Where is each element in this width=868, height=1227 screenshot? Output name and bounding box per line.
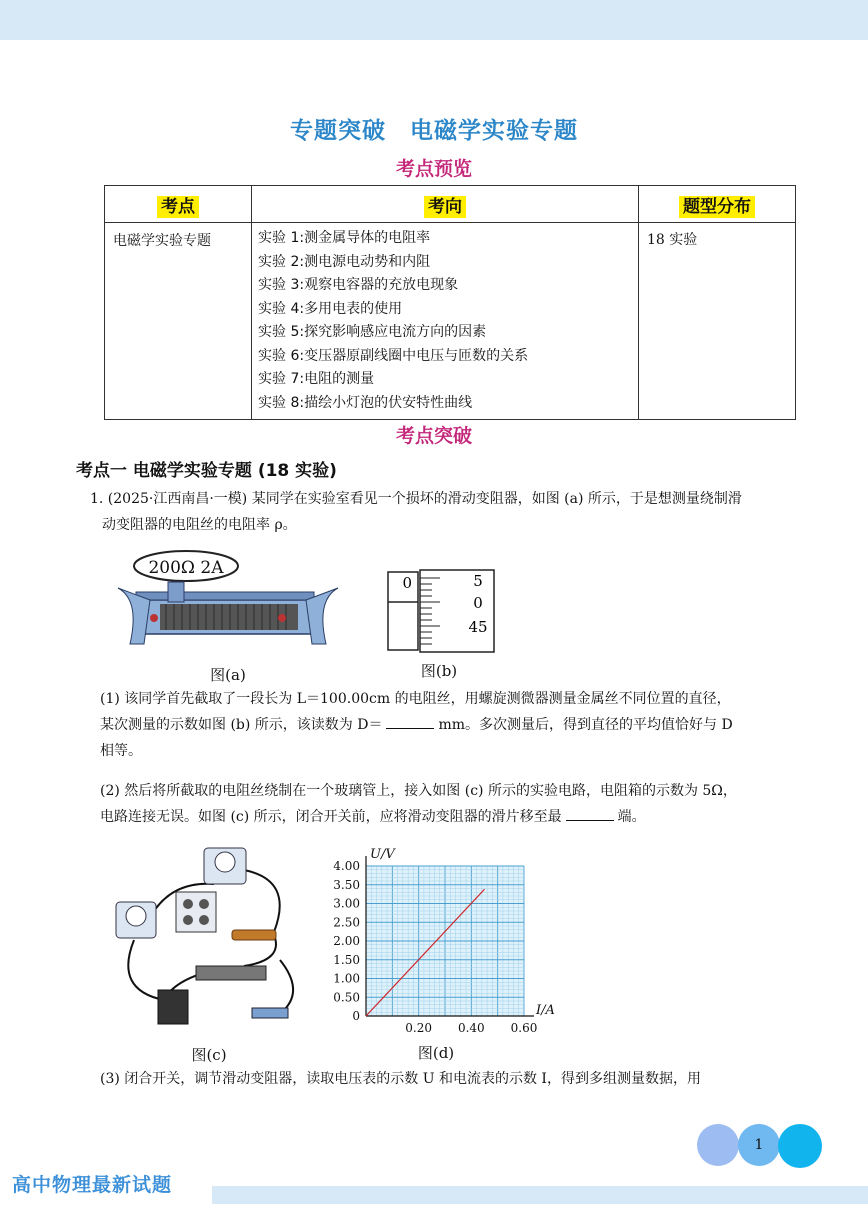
- question-line: 1. (2025·江西南昌·一模) 某同学在实验室看见一个损坏的滑动变阻器，如图 (a) 所示，于是想测量绕制滑: [90, 491, 742, 507]
- question-line: 相等。: [100, 743, 142, 759]
- experiment-item: 实验 2:测电源电动势和内阻: [258, 253, 431, 270]
- figure-b-caption: 图(b): [420, 662, 458, 680]
- question-text: mm。多次测量后，得到直径的平均值恰好与 D: [438, 717, 733, 733]
- header-cell: [252, 186, 639, 223]
- table-row: [105, 223, 796, 420]
- thimble-scale-5: 5: [473, 572, 483, 590]
- ui-chart: [326, 842, 566, 1038]
- question-part-2: [100, 778, 737, 830]
- rheostat-coil: [160, 604, 298, 630]
- chart-y-tick-label: 2.00: [333, 934, 360, 948]
- switch: [252, 1008, 288, 1018]
- header-cell: [639, 186, 796, 223]
- question-text: 某次测量的示数如图 (b) 所示，该读数为 D＝: [100, 717, 383, 733]
- chart-y-tick-label: 3.00: [333, 896, 360, 911]
- question-intro: [90, 486, 742, 538]
- top-band: [0, 0, 868, 40]
- resistance-box: [176, 892, 216, 932]
- table-header-row: [105, 186, 796, 223]
- overview-table: [104, 185, 796, 420]
- overview-heading: 考点预览: [395, 158, 472, 180]
- rheostat-label: 200Ω 2A: [148, 558, 224, 578]
- question-line: (2) 然后将所截取的电阻丝绕制在一个玻璃管上，接入如图 (c) 所示的实验电路，电阻箱的示数为 5Ω，: [100, 783, 737, 799]
- chart-y-tick-label: 0.50: [333, 990, 360, 1005]
- rheostat-terminal: [150, 614, 158, 622]
- experiment-item: 实验 1:测金属导体的电阻率: [258, 230, 431, 246]
- question-line: 动变阻器的电阻丝的电阻率 ρ。: [102, 517, 297, 533]
- header-distribution: 题型分布: [679, 196, 755, 218]
- question-line: (1) 该同学首先截取了一段长为 L＝100.00cm 的电阻丝，用螺旋测微器测量金属丝不同位置的直径，: [100, 691, 731, 707]
- experiment-item: 实验 5:探究影响感应电流方向的因素: [258, 324, 487, 340]
- answer-blank: [566, 806, 614, 821]
- question-line: (3) 闭合开关，调节滑动变阻器，读取电压表的示数 U 和电流表的示数 I，得到多组测量数据，用: [100, 1071, 701, 1087]
- thimble-scale-45: 45: [468, 618, 488, 636]
- header-topic: 考点: [157, 196, 199, 218]
- brand-logo: 高中物理最新试题: [12, 1174, 173, 1196]
- chart-x-axis-label: I/A: [536, 1003, 555, 1018]
- chart-y-tick-label: 3.50: [333, 877, 360, 892]
- topic-cell: 电磁学实验专题: [105, 223, 252, 420]
- page-number: 1: [754, 1137, 764, 1153]
- micrometer-illustration: [384, 566, 504, 656]
- question-text: 电路连接无误。如图 (c) 所示，闭合开关前，应将滑动变阻器的滑片移至最: [100, 809, 562, 825]
- experiments-cell: [252, 223, 639, 420]
- question-part-3: [100, 1066, 701, 1092]
- thimble-scale-0: 0: [473, 594, 483, 612]
- page-title: 专题突破 电磁学实验专题: [290, 118, 578, 144]
- experiment-item: 实验 7:电阻的测量: [258, 371, 375, 387]
- figure-d-caption: 图(d): [417, 1044, 455, 1062]
- rheostat-slider: [168, 582, 184, 602]
- chart-x-tick-label: 0.40: [457, 1021, 485, 1035]
- question-text: 端。: [617, 809, 646, 825]
- sliding-rheostat: [196, 966, 266, 980]
- chart-y-axis-label: U/V: [370, 847, 395, 862]
- chart-y-tick-label: 1.00: [333, 971, 360, 986]
- experiment-item: 实验 6:变压器原副线圈中电压与匝数的关系: [258, 347, 529, 364]
- micrometer-thimble: [420, 570, 494, 652]
- figure-d: [326, 842, 566, 1060]
- question-part-1: [100, 686, 733, 764]
- experiment-item: 实验 8:描绘小灯泡的伏安特性曲线: [258, 394, 473, 411]
- chart-y-tick-label: 1.50: [333, 952, 360, 967]
- rheostat-rail: [136, 592, 314, 600]
- chart-x-tick-label: 0.20: [405, 1021, 433, 1035]
- figure-a-caption: 图(a): [210, 666, 246, 684]
- distribution-cell: 18 实验: [639, 223, 796, 420]
- experiment-item: 实验 3:观察电容器的充放电现象: [258, 277, 459, 293]
- section-title: 考点一 电磁学实验专题 (18 实验): [76, 461, 337, 481]
- experiment-item: 实验 4:多用电表的使用: [258, 300, 403, 317]
- question-line: [100, 712, 733, 738]
- header-cell: [105, 186, 252, 223]
- bottom-band: [212, 1186, 868, 1204]
- figure-c: [104, 840, 314, 1064]
- resistance-wire-tube: [232, 930, 276, 940]
- figure-c-caption: 图(c): [191, 1046, 227, 1064]
- answer-blank: [386, 714, 434, 729]
- page-circle-left: [697, 1124, 739, 1166]
- figure-a: [110, 548, 346, 682]
- battery: [158, 990, 188, 1024]
- breakthrough-heading: 考点突破: [395, 425, 472, 447]
- question-line: [100, 804, 737, 830]
- circuit-illustration: [104, 840, 314, 1040]
- header-direction: 考向: [424, 196, 466, 218]
- chart-x-tick-label: 0.60: [510, 1021, 538, 1035]
- figure-b: [384, 566, 504, 682]
- rheostat-terminal: [278, 614, 286, 622]
- sleeve-scale-zero: 0: [402, 574, 412, 592]
- page-number-badge: [738, 1124, 780, 1166]
- chart-y-tick-label: 2.50: [333, 915, 360, 930]
- rheostat-illustration: [110, 548, 346, 660]
- page-circle-right: [778, 1124, 822, 1168]
- chart-y-tick-label: 0: [352, 1009, 360, 1023]
- chart-y-tick-label: 4.00: [333, 859, 360, 873]
